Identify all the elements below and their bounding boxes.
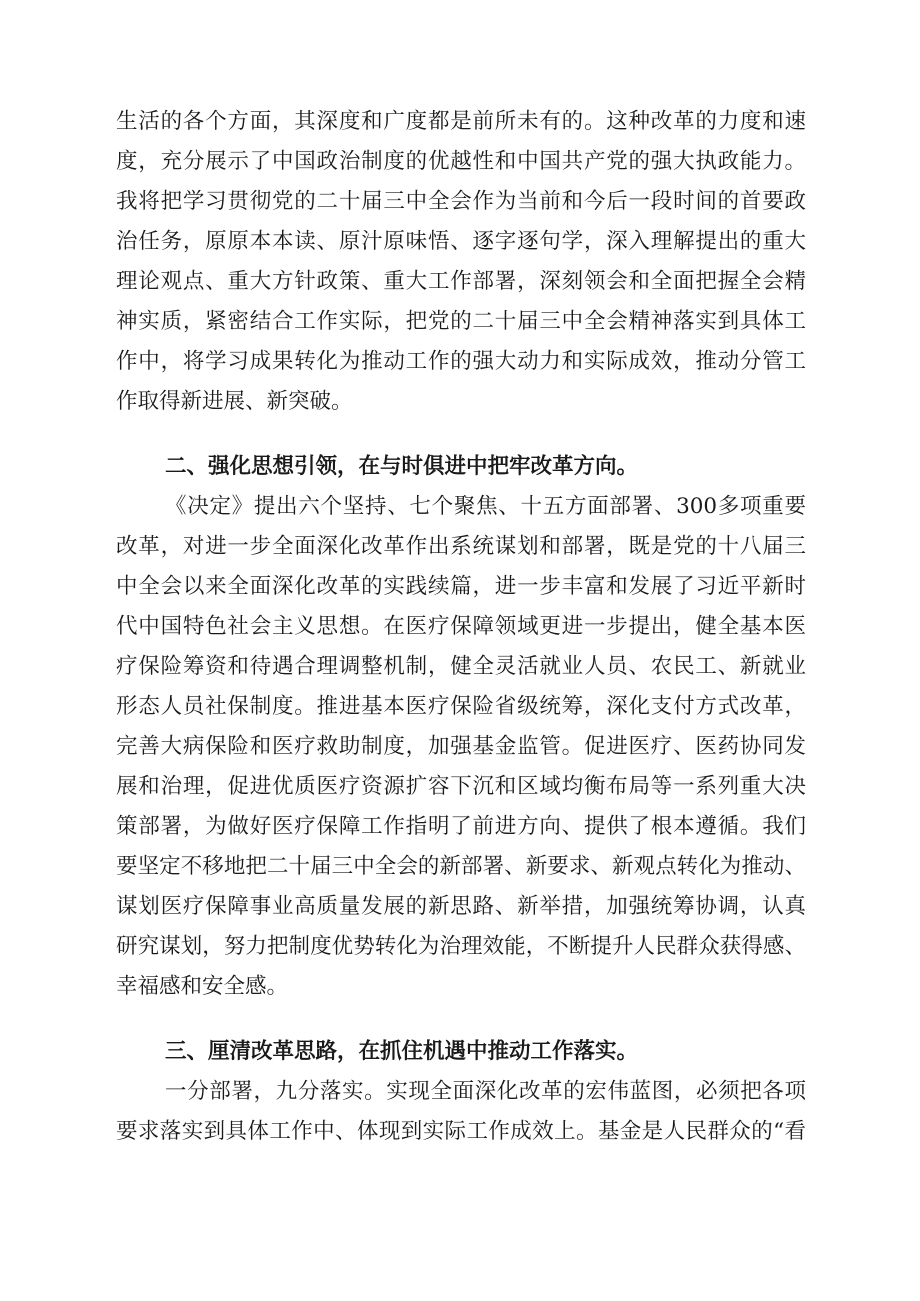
paragraph-line: 展和治理，促进优质医疗资源扩容下沉和区域均衡布局等一系列重大决 bbox=[116, 774, 806, 799]
paragraph-line: 度，充分展示了中国政治制度的优越性和中国共产党的强大执政能力。 bbox=[116, 149, 806, 174]
paragraph-line: 谋划医疗保障事业高质量发展的新思路、新举措，加强统筹协调，认真 bbox=[116, 894, 806, 919]
paragraph-line: 改革，对进一步全面深化改革作出系统谋划和部署，既是党的十八届三 bbox=[116, 534, 806, 559]
paragraph-line: 中全会以来全面深化改革的实践续篇，进一步丰富和发展了习近平新时 bbox=[116, 574, 806, 599]
paragraph-line: 作取得新进展、新突破。 bbox=[116, 389, 353, 414]
paragraph-line: 《决定》提出六个坚持、七个聚焦、十五方面部署、300多项重要 bbox=[165, 494, 806, 519]
paragraph-line: 研究谋划，努力把制度优势转化为治理效能，不断提升人民群众获得感、 bbox=[116, 934, 806, 959]
paragraph-line: 我将把学习贯彻党的二十届三中全会作为当前和今后一段时间的首要政 bbox=[116, 189, 806, 214]
paragraph-line: 疗保险筹资和待遇合理调整机制，健全灵活就业人员、农民工、新就业 bbox=[116, 654, 806, 679]
paragraph-line: 生活的各个方面，其深度和广度都是前所未有的。这种改革的力度和速 bbox=[116, 109, 806, 134]
paragraph-line: 完善大病保险和医疗救助制度，加强基金监管。促进医疗、医药协同发 bbox=[116, 734, 806, 759]
paragraph-line: 代中国特色社会主义思想。在医疗保障领域更进一步提出，健全基本医 bbox=[116, 614, 806, 639]
paragraph-line: 要求落实到具体工作中、体现到实际工作成效上。基金是人民群众的“看 bbox=[116, 1119, 806, 1144]
paragraph-line: 要坚定不移地把二十届三中全会的新部署、新要求、新观点转化为推动、 bbox=[116, 854, 806, 879]
paragraph-line: 治任务，原原本本读、原汁原味悟、逐字逐句学，深入理解提出的重大 bbox=[116, 229, 806, 254]
paragraph-line: 形态人员社保制度。推进基本医疗保险省级统筹，深化支付方式改革， bbox=[116, 694, 806, 719]
paragraph-line: 策部署，为做好医疗保障工作指明了前进方向、提供了根本遵循。我们 bbox=[116, 814, 806, 839]
paragraph-line: 幸福感和安全感。 bbox=[116, 974, 289, 999]
paragraph-line: 神实质，紧密结合工作实际，把党的二十届三中全会精神落实到具体工 bbox=[116, 309, 806, 334]
paragraph-line: 一分部署，九分落实。实现全面深化改革的宏伟蓝图，必须把各项 bbox=[165, 1079, 806, 1104]
section-heading-2: 二、强化思想引领，在与时俱进中把牢改革方向。 bbox=[165, 454, 639, 479]
paragraph-line: 作中，将学习成果转化为推动工作的强大动力和实际成效，推动分管工 bbox=[116, 349, 806, 374]
section-heading-3: 三、厘清改革思路，在抓住机遇中推动工作落实。 bbox=[165, 1039, 639, 1064]
paragraph-line: 理论观点、重大方针政策、重大工作部署，深刻领会和全面把握全会精 bbox=[116, 269, 806, 294]
